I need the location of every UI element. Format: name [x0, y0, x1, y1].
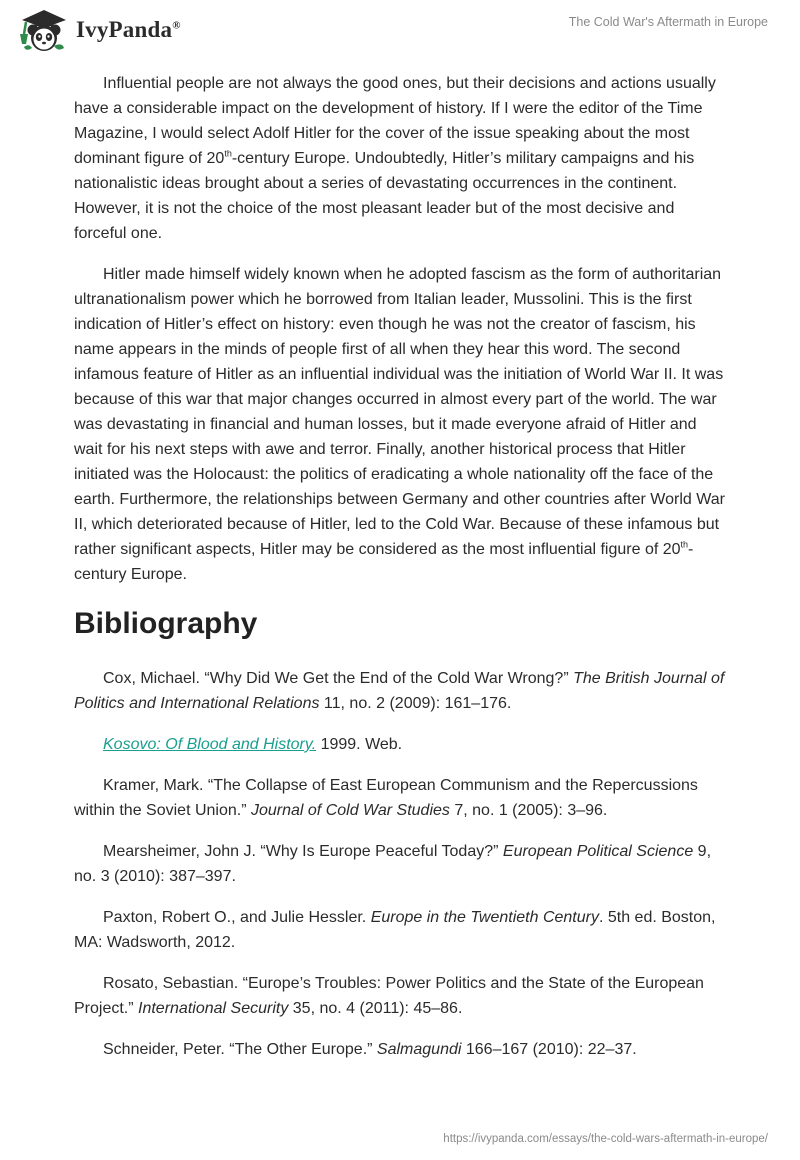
- bibliography-entry: Cox, Michael. “Why Did We Get the End of the Cold War Wrong?” The British Journal of Politics and International Relations 11, no. 2 (2009): 161–176.: [74, 670, 725, 712]
- document-title: The Cold War's Aftermath in Europe: [568, 15, 768, 29]
- panda-graduation-cap-icon: [14, 6, 72, 54]
- brand-name: IvyPanda®: [76, 17, 181, 42]
- bibliography-entry: Mearsheimer, John J. “Why Is Europe Peaceful Today?” European Political Science 9, no. 3 (2010): 387–397.: [74, 843, 712, 885]
- bibliography-entry: Rosato, Sebastian. “Europe’s Troubles: Power Politics and the State of the European Project.” International Security 35, no. 4 (2011): 45–86.: [74, 975, 704, 1017]
- footer-url[interactable]: https://ivypanda.com/essays/the-cold-wars-aftermath-in-europe/: [443, 1133, 768, 1145]
- ivypanda-logo[interactable]: [14, 6, 181, 54]
- essay-content: [74, 71, 726, 1078]
- bibliography-entry: Schneider, Peter. “The Other Europe.” Salmagundi 166–167 (2010): 22–37.: [103, 1041, 637, 1058]
- page-header: [0, 0, 800, 60]
- bibliography-heading: Bibliography: [74, 607, 258, 640]
- bibliography-entry: Kramer, Mark. “The Collapse of East European Communism and the Repercussions within the Soviet Union.” Journal of Cold War Studies 7, no. 1 (2005): 3–96.: [74, 777, 698, 819]
- bibliography-entry: Kosovo: Of Blood and History. 1999. Web.: [103, 736, 403, 753]
- bibliography-entry: Paxton, Robert O., and Julie Hessler. Europe in the Twentieth Century. 5th ed. Boston, MA: Wadsworth, 2012.: [74, 909, 716, 951]
- essay-paragraph: Hitler made himself widely known when he adopted fascism as the form of authoritarian ultranationalism power which he borrowed from Italian leader, Mussolini. This is the first indication of Hitler’s effect on history: even though he was not the creator of fascism, his name appears in the minds of people first of all when they hear this word. The second infamous feature of Hitler as an influential individual was the initiation of World War II. It was because of this war that major changes occurred in almost every part of the world. The war was devastating in financial and human losses, but it made everyone afraid of Hitler and wait for his next steps with awe and terror. Finally, another historical process that Hitler initiated was the Holocaust: the politics of eradicating a whole nationality off the face of the earth. Furthermore, the relationships between Germany and other countries after World War II, which deteriorated because of Hitler, led to the Cold War. Because of these infamous but rather significant aspects, Hitler may be considered as the most influential figure of 20th-century Europe.: [74, 266, 725, 583]
- kosovo-link[interactable]: Kosovo: Of Blood and History.: [103, 736, 317, 753]
- essay-paragraph: Influential people are not always the good ones, but their decisions and actions usually have a considerable impact on the development of history. If I were the editor of the Time Magazine, I would select Adolf Hitler for the cover of the issue speaking about the most dominant figure of 20th-century Europe. Undoubtedly, Hitler’s military campaigns and his nationalistic ideas brought about a series of devastating occurrences in the continent. However, it is not the choice of the most pleasant leader but of the most decisive and forceful one.: [74, 75, 716, 242]
